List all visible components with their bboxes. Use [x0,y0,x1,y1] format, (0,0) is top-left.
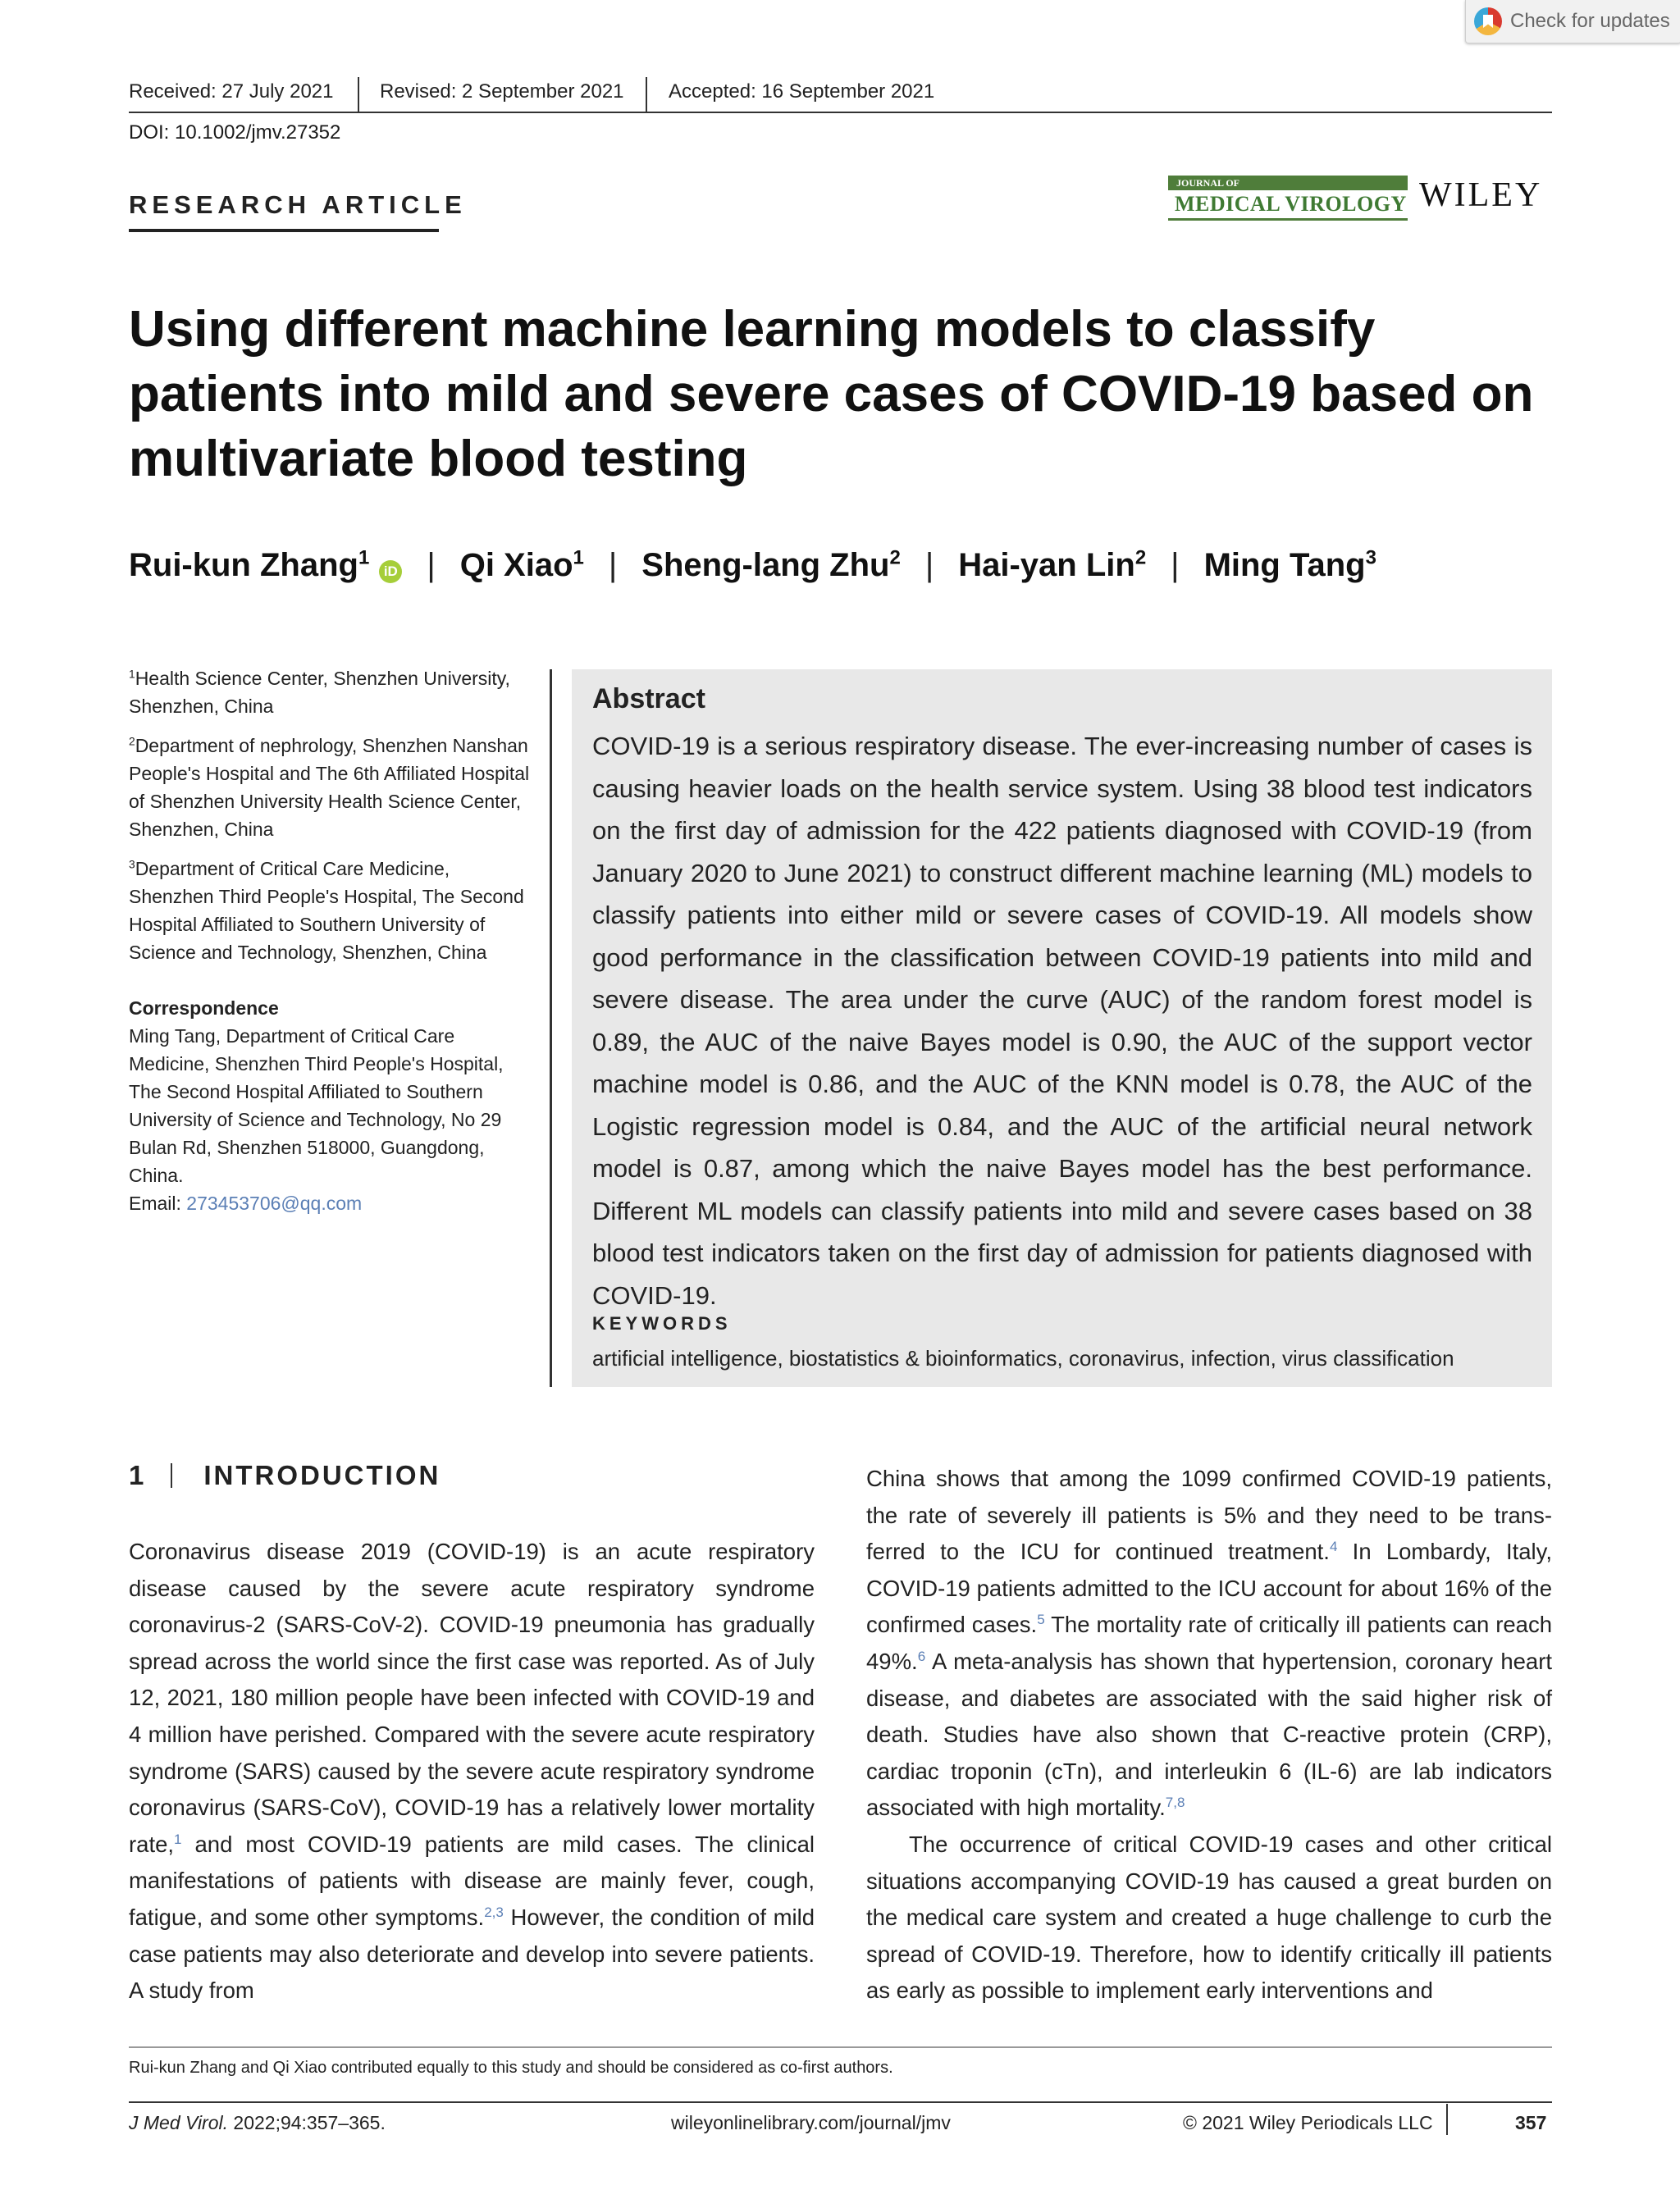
citation-link[interactable]: 6 [917,1648,926,1664]
article-type-underline [129,229,439,232]
citation-link[interactable]: 5 [1037,1612,1045,1628]
email-link[interactable]: 273453706@qq.com [186,1193,363,1214]
correspondence-text: Ming Tang, Department of Critical Care Medicine, Shenzhen Third People's Hospital, The Second Hospital Affiliated to Southern University of Science and Technology, No 29 Bulan Rd, Shenzhen 518000, Guangdong, China. [129,1025,504,1186]
header-rule [129,112,1552,113]
keywords: artificial intelligence, biostatistics & bioinformatics, coronavirus, infection, virus classification [592,1346,1454,1371]
correspondence-email: Email: 273453706@qq.com [129,1193,363,1214]
accepted-date: Accepted: 16 September 2021 [669,80,935,103]
affiliation: $^3$Department of Critical Care Medicine, Shenzhen Third People's Hospital, The Second Hospital Affiliated to Southern University of Science and Technology, Shenzhen, China [129,858,524,963]
section-title: INTRODUCTION [203,1460,441,1490]
journal-logo [1168,176,1408,221]
author: Sheng-lang Zhu$^2$ [641,546,901,583]
author-separator: | [1171,547,1180,583]
keywords-heading: KEYWORDS [592,1313,732,1334]
section-number: 1 [129,1460,147,1490]
check-for-updates-button[interactable] [1465,0,1680,43]
publisher-logo: WILEY [1419,176,1543,214]
affiliation: $^1$Health Science Center, Shenzhen University, Shenzhen, China [129,668,510,717]
author-separator: | [924,547,934,583]
abstract-heading: Abstract [592,683,705,714]
footer-citation: J Med Virol. 2022;94:357–365. [129,2112,386,2133]
section-heading [129,1460,441,1491]
doi: DOI: 10.1002/jmv.27352 [129,121,341,144]
paragraph: The occurrence of critical COVID-19 cases and other critical situations accompanying COVID-19 has caused a great burden on the medical care system and created a huge challenge to curb the spread of COVID-19. Therefore, how to identify critically ill patients as early as possible to implement early interventions and [866,1831,1552,2004]
journal-logo-top: JOURNAL OF [1168,176,1408,190]
affiliations [129,664,531,1217]
journal-logo-name: MEDICAL VIROLOGY [1168,190,1408,221]
crossmark-icon [1474,7,1502,35]
received-date: Received: 27 July 2021 [129,80,334,103]
page-number: 357 [1515,2112,1547,2133]
paragraph: China shows that among the 1099 confirmed COVID-19 patients, the rate of severely ill patients is 5% and they need to be trans-ferred to the ICU for continued treatment.$^4$ In Lombardy, Italy, COVID-19 patients admitted to the ICU account for about 16% of the confirmed cases.$^5$ The mortality rate of critically ill patients can reach 49%.$^6$ A meta-analysis has shown that hypertension, coronary heart disease, and diabetes are associated with the said higher risk of death. Studies have also shown that C-reactive protein (CRP), cardiac troponin (cTn), and interleukin 6 (IL-6) are lab indicators associated with high mortality.$^{7,8}$ [866,1466,1552,1821]
author: Rui-kun Zhang$^1$ [129,546,370,583]
footer-divider [1446,2104,1448,2135]
paragraph: Coronavirus disease 2019 (COVID-19) is an acute respiratory disease caused by the severe acute respiratory syndrome coronavirus-2 (SARS-CoV-2). COVID-19 pneumonia has gradually spread across the world since the first case was reported. As of July 12, 2021, 180 million people have been infected with COVID-19 and 4 million have perished. Compared with the severe acute respiratory syndrome (SARS) caused by the severe acute respiratory syndrome coronavirus (SARS-CoV), COVID-19 has a relatively lower mortality rate,$^1$ and most COVID-19 patients are mild cases. The clinical manifestations of patients with disease are mainly fever, cough, fatigue, and some other symptoms.$^{2,3}$ However, the condition of mild case patients may also deteriorate and develop into severe patients. A study from [129,1539,815,2004]
article-title: Using different machine learning models to classify patients into mild and severe cases of COVID-19 based on multivariate blood testing [129,301,1534,487]
check-for-updates-label: Check for updates [1510,10,1670,32]
author-separator: | [608,547,618,583]
header-divider [646,77,647,112]
revised-date: Revised: 2 September 2021 [380,80,624,103]
author-list [129,547,1376,584]
correspondence-heading: Correspondence [129,997,279,1019]
author: Ming Tang$^3$ [1203,546,1376,583]
author: Hai-yan Lin$^2$ [958,546,1147,583]
intro-column-left [129,1534,815,2010]
citation-link[interactable]: 4 [1329,1539,1338,1555]
section-divider [171,1463,172,1488]
affiliation: $^2$Department of nephrology, Shenzhen Nanshan People's Hospital and The 6th Affiliated Hospital of Shenzhen University Health Science Center, Shenzhen, China [129,735,530,840]
citation-link[interactable]: 2,3 [484,1904,504,1920]
orcid-icon[interactable]: iD [379,560,402,583]
citation-link[interactable]: 7,8 [1165,1795,1185,1811]
footer-copyright: © 2021 Wiley Periodicals LLC [1183,2112,1433,2133]
sidebar-rule [550,669,552,1387]
footnote-rule [129,2046,1552,2048]
article-type: RESEARCH ARTICLE [129,190,467,219]
citation-link[interactable]: 1 [174,1831,182,1847]
footer-rule [129,2101,1552,2103]
footnote: Rui-kun Zhang and Qi Xiao contributed equally to this study and should be considered as co-first authors. [129,2059,893,2077]
footer-url[interactable]: wileyonlinelibrary.com/journal/jmv [671,2112,951,2133]
author: Qi Xiao$^1$ [459,546,584,583]
author-separator: | [427,547,436,583]
header-divider [358,77,359,112]
intro-column-right [866,1461,1552,2010]
abstract-body: COVID-19 is a serious respiratory disease. The ever-increasing number of cases is causing heavier loads on the health service system. Using 38 blood test indicators on the first day of admission for the 422 patients diagnosed with COVID-19 (from January 2020 to June 2021) to construct different machine learning (ML) models to classify patients into either mild or severe cases of COVID-19. All models show good performance in the classification between COVID-19 patients into mild and severe disease. The area under the curve (AUC) of the random forest model is 0.89, the AUC of the naive Bayes model is 0.90, the AUC of the support vector machine model is 0.86, and the AUC of the KNN model is 0.78, the AUC of the Logistic regression model is 0.84, and the AUC of the artificial neural network model is 0.87, among which the naive Bayes model has the best performance. Different ML models can classify patients into mild and severe cases based on 38 blood test indicators taken on the first day of admission for patients diagnosed with COVID-19. [592,732,1532,1310]
